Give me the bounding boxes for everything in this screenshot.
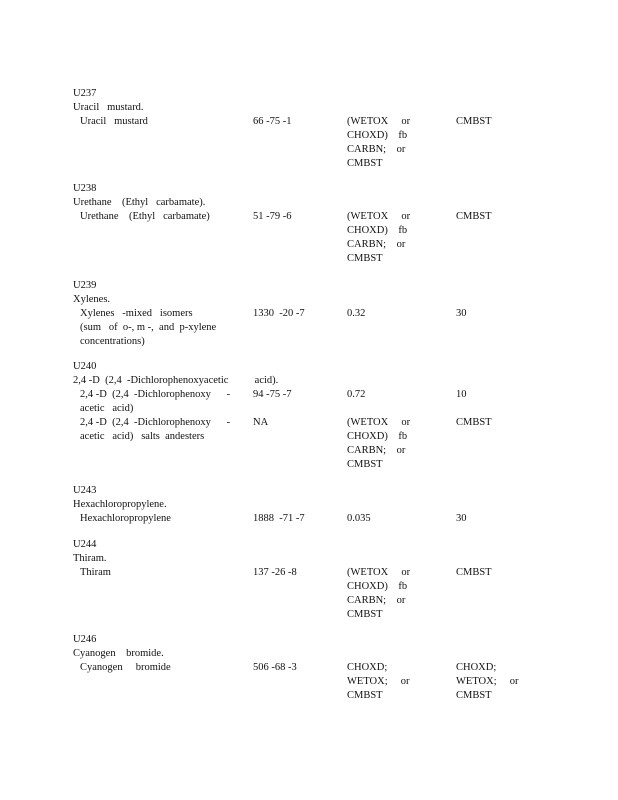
cas-number: 1330 -20 -7 [253, 308, 305, 319]
nonwastewater-standard: CHOXD; [456, 662, 497, 673]
cas-number: 1888 -71 -7 [253, 513, 305, 524]
nonwastewater-standard: CMBST [456, 690, 492, 701]
wastewater-standard: CHOXD; [347, 662, 388, 673]
wastewater-standard: CMBST [347, 690, 383, 701]
nonwastewater-standard: 30 [456, 513, 467, 524]
waste-name: Xylenes. [73, 294, 111, 305]
wastewater-standard: CMBST [347, 253, 383, 264]
wastewater-standard: CARBN; or [347, 239, 406, 250]
waste-code: U244 [73, 539, 97, 550]
constituent-name: 2,4 -D (2,4 -Dichlorophenoxy - [80, 417, 231, 428]
wastewater-standard: CARBN; or [347, 445, 406, 456]
wastewater-standard: CMBST [347, 158, 383, 169]
wastewater-standard: CHOXD) fb [347, 581, 408, 592]
nonwastewater-standard: CMBST [456, 116, 492, 127]
waste-code: U238 [73, 183, 97, 194]
wastewater-standard: CARBN; or [347, 595, 406, 606]
nonwastewater-standard: CMBST [456, 211, 492, 222]
waste-name: Cyanogen bromide. [73, 648, 164, 659]
wastewater-standard: 0.32 [347, 308, 366, 319]
constituent-name: Xylenes -mixed isomers [80, 308, 193, 319]
constituent-name: Cyanogen bromide [80, 662, 171, 673]
wastewater-standard: (WETOX or [347, 211, 411, 222]
waste-code: U240 [73, 361, 97, 372]
wastewater-standard: CMBST [347, 459, 383, 470]
cas-number: 137 -26 -8 [253, 567, 297, 578]
constituent-name: Hexachloropropylene [80, 513, 171, 524]
wastewater-standard: WETOX; or [347, 676, 410, 687]
waste-code: U237 [73, 88, 97, 99]
waste-name: Urethane (Ethyl carbamate). [73, 197, 206, 208]
waste-name: Hexachloropropylene. [73, 499, 167, 510]
nonwastewater-standard: 30 [456, 308, 467, 319]
constituent-name: Thiram [80, 567, 111, 578]
cas-number: NA [253, 417, 269, 428]
wastewater-standard: (WETOX or [347, 417, 411, 428]
constituent-name: Urethane (Ethyl carbamate) [80, 211, 210, 222]
nonwastewater-standard: WETOX; or [456, 676, 519, 687]
waste-code: U246 [73, 634, 97, 645]
waste-name: 2,4 -D (2,4 -Dichlorophenoxyacetic acid). [73, 375, 279, 386]
wastewater-standard: 0.035 [347, 513, 371, 524]
nonwastewater-standard: 10 [456, 389, 467, 400]
wastewater-standard: CHOXD) fb [347, 130, 408, 141]
cas-number: 506 -68 -3 [253, 662, 297, 673]
constituent-name: acetic acid) [80, 403, 134, 414]
wastewater-standard: (WETOX or [347, 116, 411, 127]
wastewater-standard: CMBST [347, 609, 383, 620]
cas-number: 51 -79 -6 [253, 211, 292, 222]
waste-code: U243 [73, 485, 97, 496]
constituent-name: concentrations) [80, 336, 145, 347]
waste-name: Thiram. [73, 553, 107, 564]
wastewater-standard: CARBN; or [347, 144, 406, 155]
constituent-name: Uracil mustard [80, 116, 148, 127]
nonwastewater-standard: CMBST [456, 567, 492, 578]
constituent-name: 2,4 -D (2,4 -Dichlorophenoxy - [80, 389, 231, 400]
constituent-name: (sum of o-, m -, and p-xylene [80, 322, 217, 333]
cas-number: 66 -75 -1 [253, 116, 292, 127]
nonwastewater-standard: CMBST [456, 417, 492, 428]
cas-number: 94 -75 -7 [253, 389, 292, 400]
waste-name: Uracil mustard. [73, 102, 144, 113]
wastewater-standard: CHOXD) fb [347, 225, 408, 236]
waste-code: U239 [73, 280, 97, 291]
wastewater-standard: CHOXD) fb [347, 431, 408, 442]
wastewater-standard: 0.72 [347, 389, 366, 400]
wastewater-standard: (WETOX or [347, 567, 411, 578]
constituent-name: acetic acid) salts andesters [80, 431, 205, 442]
